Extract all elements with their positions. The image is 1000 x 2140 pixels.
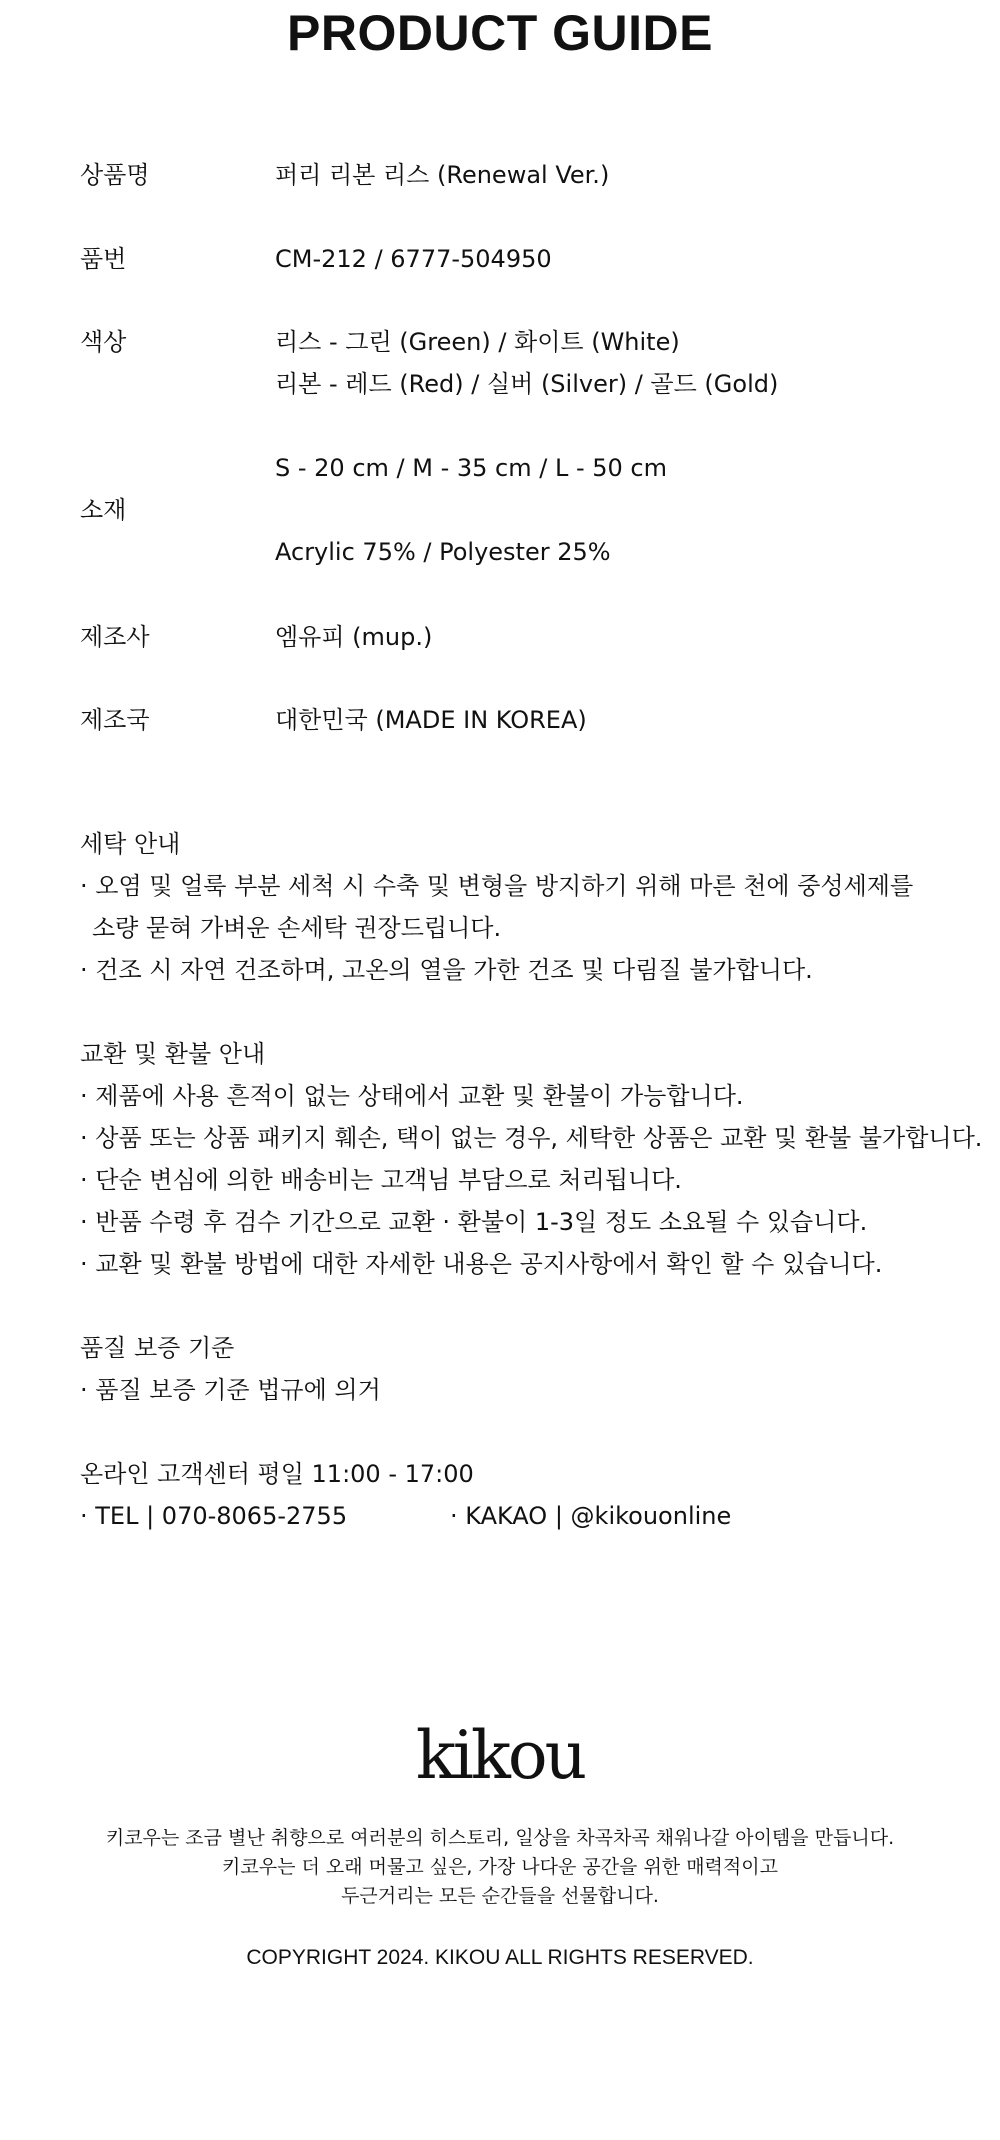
washing-guide <box>80 823 980 991</box>
guide-line: · 교환 및 환불 방법에 대한 자세한 내용은 공지사항에서 확인 할 수 있습니다. <box>80 1250 883 1278</box>
spec-label: 제조사 <box>80 623 150 651</box>
quality-guarantee <box>80 1327 980 1411</box>
spec-row-material <box>80 447 960 573</box>
guide-line: · 제품에 사용 흔적이 없는 상태에서 교환 및 환불이 가능합니다. <box>80 1082 744 1110</box>
guide-line: · 건조 시 자연 건조하며, 고온의 열을 가한 건조 및 다림질 불가합니다. <box>80 956 813 984</box>
tagline-line: 키코우는 조금 별난 취향으로 여러분의 히스토리, 일상을 차곡차곡 채워나갈 아이템을 만듭니다. <box>105 1827 895 1849</box>
guide-line: · 상품 또는 상품 패키지 훼손, 택이 없는 경우, 세탁한 상품은 교환 및 환불 불가합니다. <box>80 1124 983 1152</box>
customer-service <box>80 1453 980 1537</box>
copyright: COPYRIGHT 2024. KIKOU ALL RIGHTS RESERVED. <box>246 1946 754 1969</box>
guide-line: 소량 묻혀 가벼운 손세탁 권장드립니다. <box>92 914 502 942</box>
spec-value: S - 20 cm / M - 35 cm / L - 50 cm <box>275 454 667 482</box>
section-title: 품질 보증 기준 <box>80 1334 235 1362</box>
guide-line: · 반품 수령 후 검수 기간으로 교환 · 환불이 1-3일 정도 소요될 수 있습니다. <box>80 1208 868 1236</box>
spec-label: 제조국 <box>80 706 150 734</box>
tel-contact: · TEL | 070-8065-2755 <box>80 1502 348 1530</box>
spec-row-color <box>80 321 960 405</box>
spec-value: Acrylic 75% / Polyester 25% <box>275 538 611 566</box>
spec-label: 상품명 <box>80 161 150 189</box>
spec-label: 소재 <box>80 496 127 524</box>
tagline-line: 두근거리는 모든 순간들을 선물합니다. <box>341 1885 659 1907</box>
guide-line: · 품질 보증 기준 법규에 의거 <box>80 1376 381 1404</box>
section-title: 세탁 안내 <box>80 830 181 858</box>
page-title: PRODUCT GUIDE <box>287 5 713 61</box>
spec-value: 대한민국 (MADE IN KOREA) <box>275 706 587 734</box>
guide-line: · 단순 변심에 의한 배송비는 고객님 부담으로 처리됩니다. <box>80 1166 682 1194</box>
section-title: 교환 및 환불 안내 <box>80 1040 266 1068</box>
spec-value: 리스 - 그린 (Green) / 화이트 (White) <box>275 328 680 356</box>
spec-value: 엠유피 (mup.) <box>275 623 433 651</box>
spec-value: 리본 - 레드 (Red) / 실버 (Silver) / 골드 (Gold) <box>275 370 779 398</box>
spec-value: 퍼리 리본 리스 (Renewal Ver.) <box>275 161 610 189</box>
spec-label: 색상 <box>80 328 127 356</box>
kikou-logo: kikou <box>415 1717 585 1794</box>
spec-label: 품번 <box>80 245 127 273</box>
section-title: 온라인 고객센터 평일 11:00 - 17:00 <box>80 1460 474 1488</box>
brand-tagline <box>0 1824 1000 1911</box>
kakao-contact: · KAKAO | @kikouonline <box>450 1502 732 1530</box>
tagline-line: 키코우는 더 오래 머물고 싶은, 가장 나다운 공간을 위한 매력적이고 <box>222 1856 778 1878</box>
spec-value: CM-212 / 6777-504950 <box>275 245 552 273</box>
exchange-refund-guide <box>80 1033 983 1285</box>
guide-line: · 오염 및 얼룩 부분 세척 시 수축 및 변형을 방지하기 위해 마른 천에 중성세제를 <box>80 872 914 900</box>
